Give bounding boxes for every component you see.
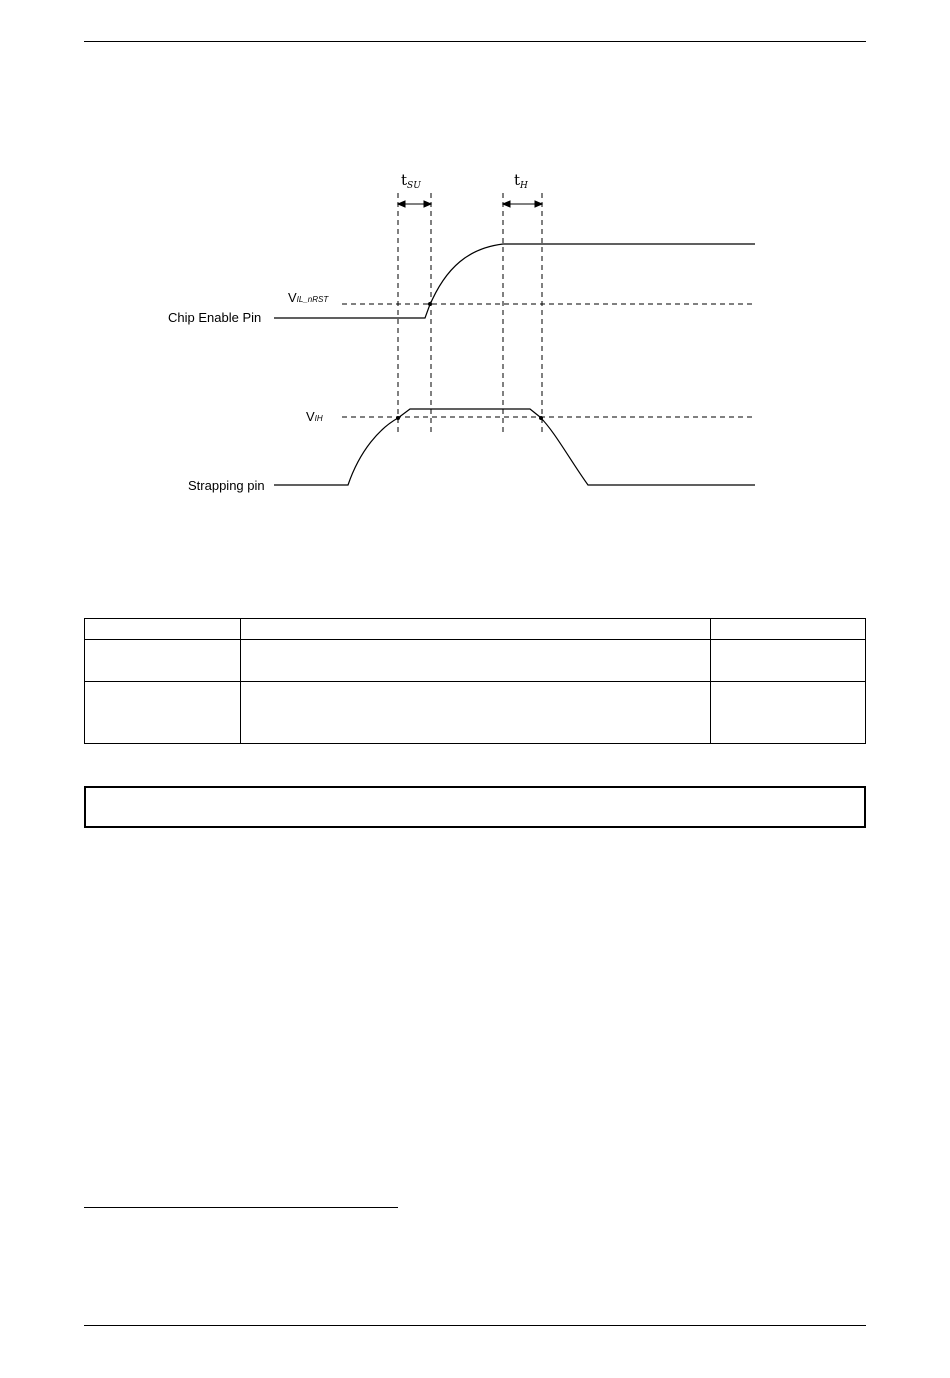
footer-rule: [84, 1325, 866, 1326]
v-il-nrst-label: VIL_nRST: [288, 290, 329, 305]
th-label: $t_H$: [514, 171, 528, 191]
tsu-arrow: [398, 201, 431, 207]
table-cell: [711, 640, 866, 682]
strapping-rise-crossing-dot: [396, 416, 400, 420]
th-arrow: [503, 201, 542, 207]
table-header-row: [85, 619, 866, 640]
table-cell: [241, 682, 711, 744]
footnote-rule: [84, 1207, 398, 1208]
v-ih-label: VIH: [306, 409, 323, 424]
chip-enable-label: Chip Enable Pin: [168, 310, 262, 325]
chip-enable-waveform: [274, 244, 755, 318]
strapping-timing-diagram: [0, 0, 950, 560]
strapping-waveform: [274, 409, 755, 485]
table-cell: [711, 682, 866, 744]
table-cell: [241, 640, 711, 682]
table-cell: [85, 682, 241, 744]
table-row: [85, 682, 866, 744]
table-cell: [85, 619, 241, 640]
tsu-label: $t_{SU}$: [401, 171, 421, 191]
strapping-fall-crossing-dot: [539, 416, 543, 420]
note-box: [84, 786, 866, 828]
timing-parameters-table: [84, 618, 866, 744]
table-row: [85, 640, 866, 682]
table-cell: [711, 619, 866, 640]
table-cell: [241, 619, 711, 640]
chip-enable-crossing-dot: [428, 302, 432, 306]
strapping-pin-label: Strapping pin: [188, 478, 265, 493]
table-cell: [85, 640, 241, 682]
